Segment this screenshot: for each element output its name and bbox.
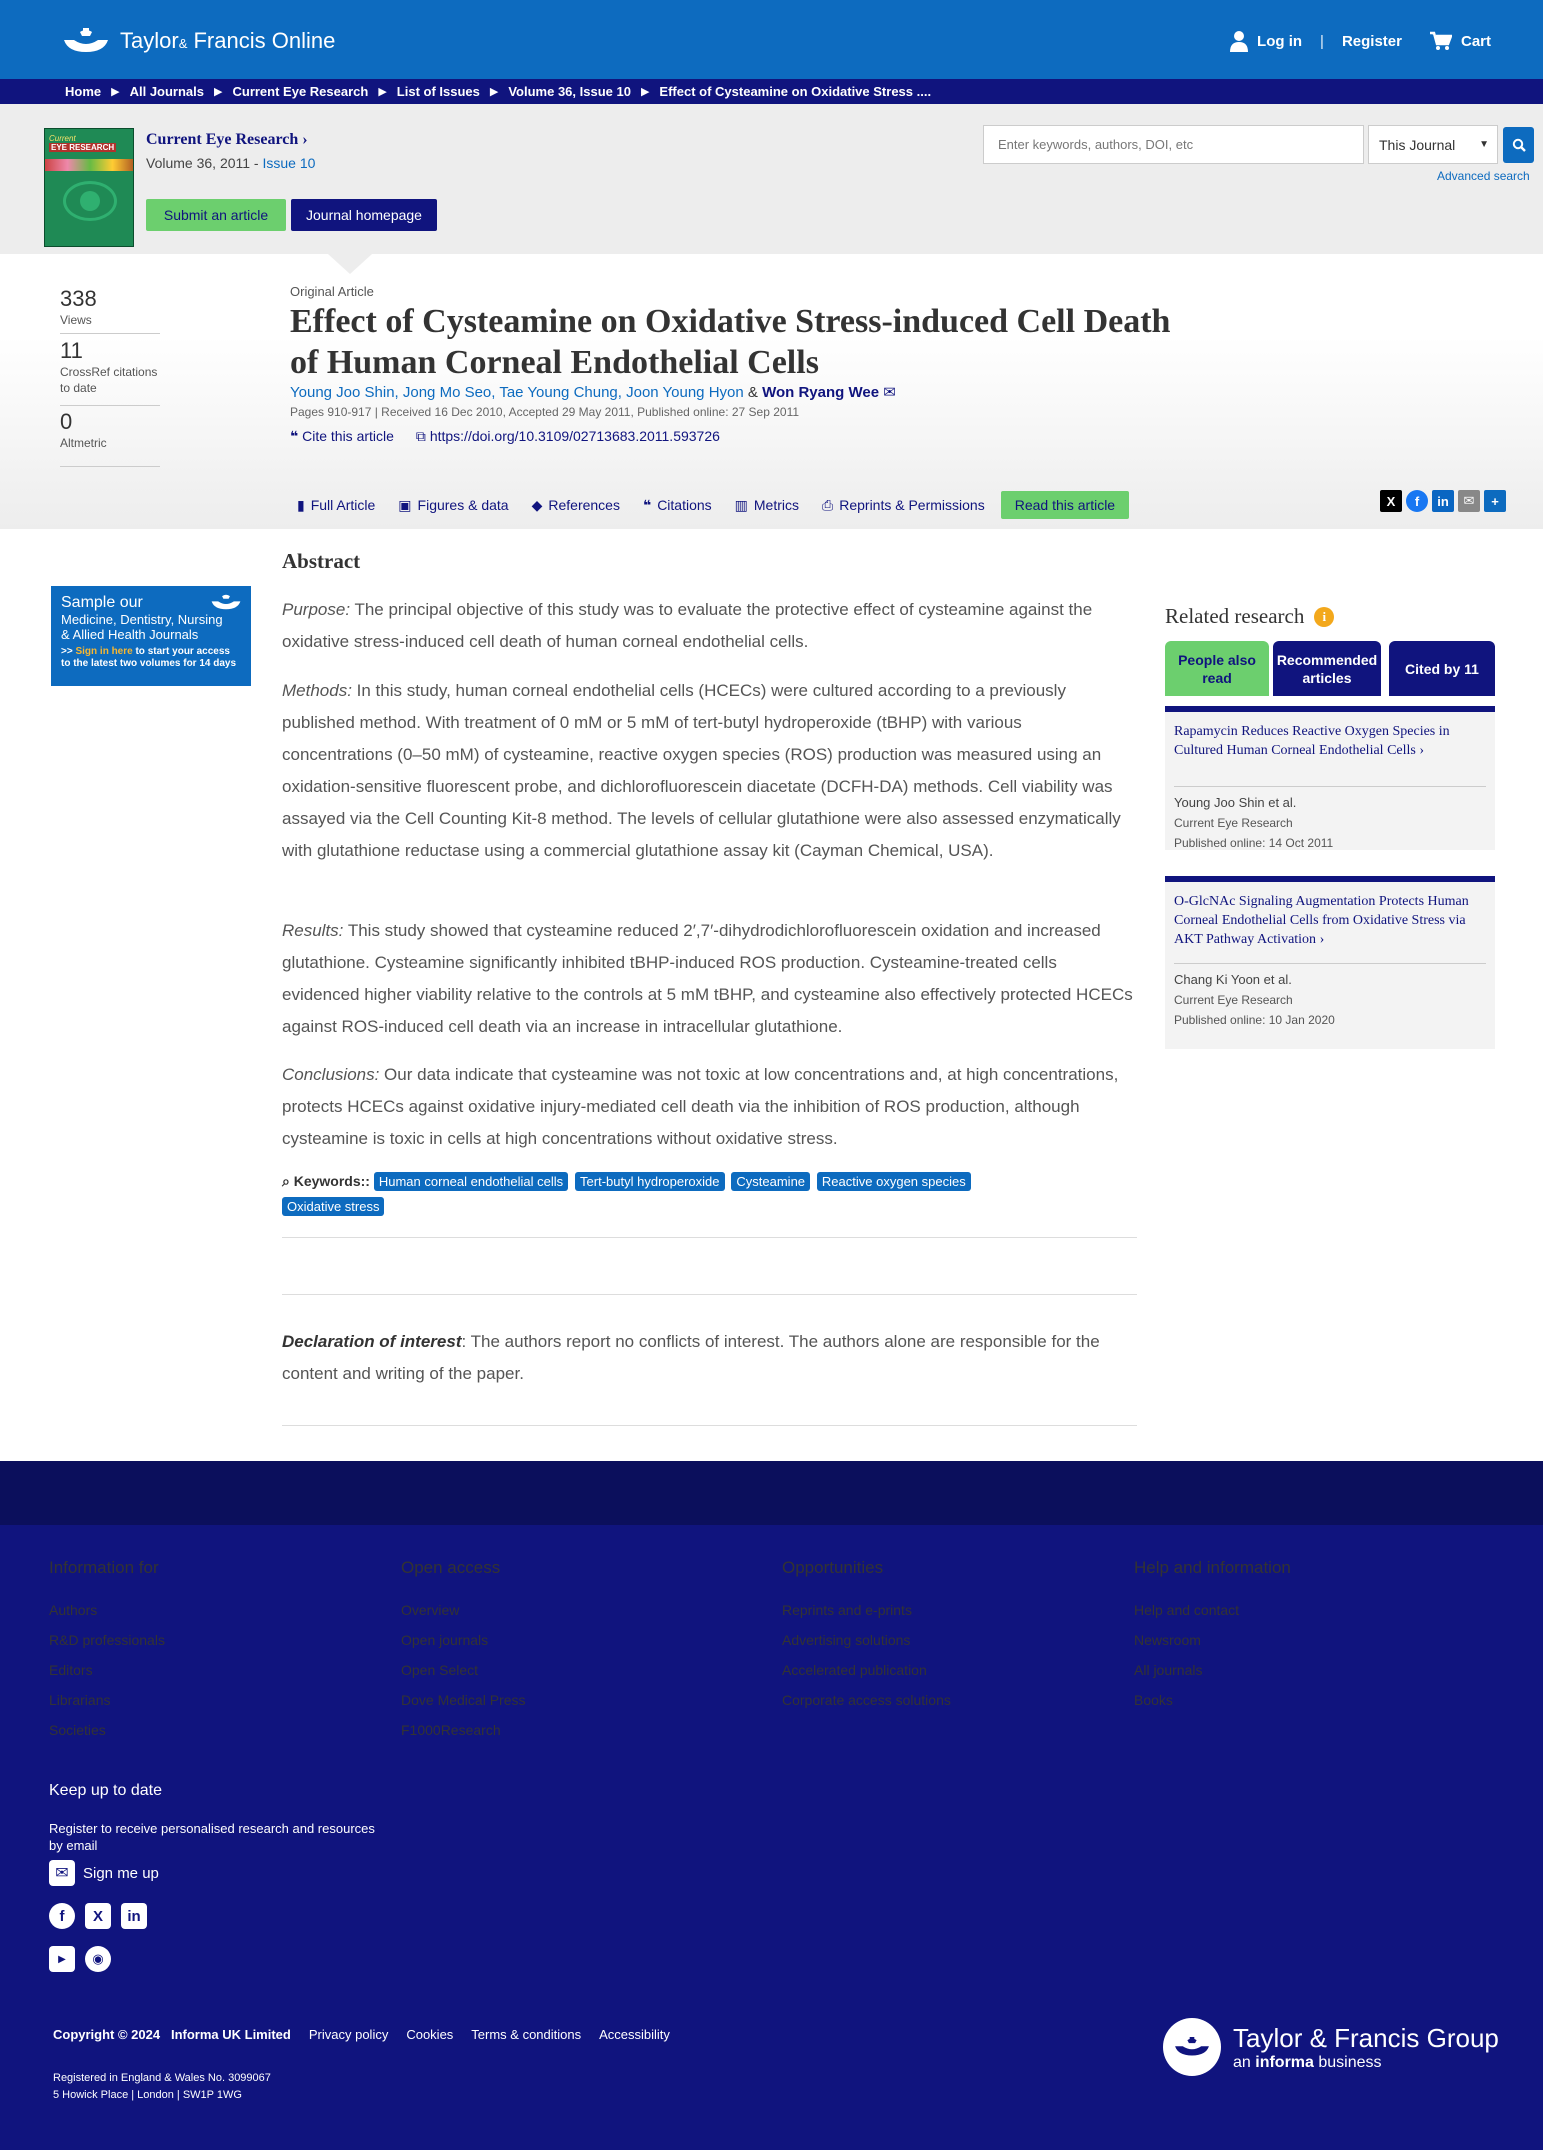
- tf-group-logo[interactable]: [1163, 2018, 1499, 2076]
- tab-metrics[interactable]: ▥ Metrics: [734, 496, 800, 513]
- keywords: [282, 1172, 1137, 1222]
- journal-homepage-button[interactable]: Journal homepage: [291, 199, 437, 231]
- quote-icon: ❝: [642, 496, 652, 513]
- keyword-pill[interactable]: Human corneal endothelial cells: [374, 1172, 568, 1191]
- abstract-results: Results: This study showed that cysteamine reduced 2′,7′-dihydrodichlorofluorescein oxidation and increased glutathione. Cysteamine significantly inhibited tBHP-induced ROS production. Cysteamine-treated cells evidenced higher viability relative to the controls at 5 mM tBHP, and cysteamine also effectively protected HCECs against ROS-induced cell death via an increase in intracellular glutathione.: [282, 921, 1133, 1036]
- related-article-journal: Current Eye Research: [1174, 816, 1293, 830]
- related-article-author: Chang Ki Yoon et al.: [1174, 963, 1486, 987]
- group-tagline: an informa business: [1233, 2053, 1382, 2071]
- envelope-icon: ✉: [49, 1860, 75, 1886]
- email-icon[interactable]: ✉: [1458, 490, 1480, 512]
- sample-subjects: Medicine, Dentistry, Nursing: [61, 612, 223, 627]
- abstract-purpose: Purpose: The principal objective of this study was to evaluate the protective effect of cysteamine against the oxidative stress-induced cell death of human corneal endothelial cells.: [282, 600, 1093, 651]
- teapot-logo-icon: [209, 592, 243, 612]
- info-icon[interactable]: i: [1314, 607, 1334, 627]
- breadcrumb: [0, 79, 1543, 104]
- footer-col-information: Information for Authors R&D professionals Editors Librarians Societies: [49, 1553, 165, 1745]
- breadcrumb-arrow-icon: ▶: [640, 86, 650, 98]
- keywords-label: ⌕ Keywords::: [282, 1173, 370, 1189]
- keep-up-to-date-text: Register to receive personalised research and resources by email: [49, 1821, 375, 1853]
- share-plus-icon[interactable]: +: [1484, 490, 1506, 512]
- footer-top-band: [0, 1461, 1543, 1525]
- footer-col-open-access: Open access Overview Open journals Open Select Dove Medical Press F1000Research: [401, 1553, 526, 1745]
- sign-me-up-link[interactable]: ✉ Sign me up: [49, 1860, 159, 1886]
- nav-separator: |: [1320, 32, 1324, 50]
- footer-social-row-2: [49, 1946, 111, 1972]
- chevron-down-icon: ▼: [1479, 139, 1489, 150]
- sample-journals-banner[interactable]: [51, 586, 251, 686]
- related-article-date: Published online: 14 Oct 2011: [1174, 836, 1334, 850]
- linkedin-icon[interactable]: in: [121, 1903, 147, 1929]
- youtube-icon[interactable]: ▶: [49, 1946, 75, 1972]
- footer-link[interactable]: Authors: [49, 1602, 98, 1618]
- footer-link[interactable]: Accelerated publication: [782, 1662, 927, 1678]
- informa-link[interactable]: Informa UK Limited: [170, 2027, 291, 2042]
- sample-heading: Sample our: [61, 594, 143, 611]
- pupil: [80, 191, 100, 211]
- footer-social-row: [49, 1903, 147, 1929]
- tab-citations[interactable]: ❝ Citations: [642, 496, 712, 513]
- doi-link[interactable]: ⧉ https://doi.org/10.3109/02713683.2011.593726: [415, 428, 720, 444]
- breadcrumb-all-journals[interactable]: All Journals: [129, 84, 205, 99]
- tab-full-article[interactable]: ▮ Full Article: [297, 496, 376, 513]
- authors-links[interactable]: Young Joo Shin, Jong Mo Seo, Tae Young Chung, Joon Young Hyon: [290, 384, 744, 401]
- read-article-button[interactable]: Read this article: [1001, 491, 1129, 519]
- top-nav: [1230, 30, 1491, 52]
- footer-link[interactable]: Reprints and e-prints: [782, 1602, 912, 1618]
- footer-link[interactable]: Editors: [49, 1662, 93, 1678]
- privacy-link[interactable]: Privacy policy: [308, 2027, 389, 2042]
- footer-link[interactable]: Newsroom: [1134, 1632, 1201, 1648]
- tab-recommended-articles[interactable]: Recommended articles: [1273, 641, 1381, 696]
- related-article-author: Young Joo Shin et al.: [1174, 786, 1486, 810]
- facebook-icon[interactable]: f: [49, 1903, 75, 1929]
- envelope-icon[interactable]: ✉: [883, 384, 896, 401]
- breadcrumb-issues[interactable]: List of Issues: [396, 84, 480, 99]
- breadcrumb-journal[interactable]: Current Eye Research: [232, 84, 369, 99]
- image-icon: ▣: [398, 496, 412, 513]
- journal-volume: Volume 36, 2011 - Issue 10: [146, 155, 316, 171]
- bar-chart-icon: ▥: [734, 496, 748, 513]
- journal-title[interactable]: Current Eye Research ›: [146, 131, 308, 148]
- sample-subjects-2: & Allied Health Journals: [61, 627, 199, 642]
- print-icon: ⎙: [822, 496, 834, 513]
- cover-title-line1: Current: [49, 134, 76, 143]
- search-scope-select[interactable]: This Journal ▼: [1368, 125, 1498, 164]
- footer-link[interactable]: Books: [1134, 1692, 1173, 1708]
- declaration-of-interest: Declaration of interest: The authors report no conflicts of interest. The authors alone are responsible for the content and writing of the paper.: [282, 1332, 1100, 1383]
- book-icon: ◆: [531, 496, 543, 513]
- related-article-title[interactable]: O-GlcNAc Signaling Augmentation Protects Human Corneal Endothelial Cells from Oxidative Stress via AKT Pathway Activation ›: [1174, 894, 1469, 947]
- search-input[interactable]: Enter keywords, authors, DOI, etc: [983, 125, 1364, 164]
- related-article-date: Published online: 10 Jan 2020: [1174, 1013, 1335, 1027]
- x-twitter-icon[interactable]: X: [85, 1903, 111, 1929]
- legal-links: [53, 2027, 670, 2042]
- related-article-card: [1165, 706, 1495, 850]
- issue-link[interactable]: Issue 10: [262, 155, 316, 171]
- site-name: Taylor& Francis Online: [120, 28, 336, 53]
- article-type: Original Article: [290, 284, 374, 299]
- metric-citations: 11 CrossRef citations to date: [60, 338, 160, 406]
- teapot-logo-icon: [1163, 2018, 1221, 2076]
- group-name: Taylor & Francis Group: [1233, 2022, 1499, 2053]
- tab-reprints[interactable]: ⎙ Reprints & Permissions: [822, 496, 985, 513]
- x-twitter-icon[interactable]: X: [1380, 490, 1402, 512]
- login-link[interactable]: Log in: [1230, 30, 1302, 52]
- article-tabs: [290, 491, 1129, 519]
- metric-altmetric[interactable]: 0 Altmetric: [60, 409, 160, 467]
- divider: [282, 1425, 1137, 1426]
- cite-doi-row: [290, 428, 720, 445]
- cite-article-link[interactable]: ❝ Cite this article: [290, 428, 394, 444]
- document-icon: ▮: [297, 496, 305, 513]
- keyword-pill[interactable]: Tert-butyl hydroperoxide: [575, 1172, 724, 1191]
- breadcrumb-current: Effect of Cysteamine on Oxidative Stress ....: [659, 84, 932, 99]
- divider: [282, 1237, 1137, 1238]
- tab-cited-by[interactable]: Cited by 11: [1389, 641, 1495, 696]
- abstract-heading: Abstract: [282, 549, 361, 573]
- chevron-right-icon: ›: [1419, 743, 1425, 758]
- publication-history: Pages 910-917 | Received 16 Dec 2010, Accepted 29 May 2011, Published online: 27 Sep 2011: [290, 405, 800, 419]
- cover-band: [45, 159, 134, 171]
- footer-link[interactable]: Open journals: [401, 1632, 489, 1648]
- accessibility-link[interactable]: Accessibility: [599, 2027, 670, 2042]
- metric-views: 338 Views: [60, 286, 160, 334]
- advanced-search-link[interactable]: Advanced search: [1437, 169, 1530, 183]
- breadcrumb-arrow-icon: ▶: [378, 86, 387, 98]
- related-research-heading: Related research i: [1165, 604, 1334, 629]
- abstract-conclusions: Conclusions: Our data indicate that cysteamine was not toxic at low concentrations and, at high concentrations, protects HCECs against oxidative injury-mediated cell death via the inhibition of ROS production, although cysteamine is toxic in cells at high concentrations without oxidative stress.: [282, 1065, 1119, 1148]
- divider: [282, 1294, 1137, 1295]
- breadcrumb-arrow-icon: ▶: [489, 86, 499, 98]
- article-title: Effect of Cysteamine on Oxidative Stress-induced Cell Death of Human Corneal Endothelial Cells: [290, 303, 1171, 381]
- facebook-icon[interactable]: f: [1406, 490, 1428, 512]
- footer-link[interactable]: Societies: [49, 1722, 106, 1738]
- footer-link[interactable]: R&D professionals: [49, 1632, 165, 1648]
- header-notch: [328, 254, 372, 274]
- keep-up-to-date-heading: Keep up to date: [49, 1782, 162, 1799]
- terms-link[interactable]: Terms & conditions: [471, 2027, 582, 2042]
- related-article-card: [1165, 876, 1495, 1049]
- footer-link[interactable]: Advertising solutions: [782, 1632, 911, 1648]
- search-button[interactable]: [1503, 127, 1534, 163]
- registration-info: Registered in England & Wales No. 3099067 5 Howick Place | London | SW1P 1WG: [53, 2072, 271, 2101]
- keyword-pill[interactable]: Oxidative stress: [282, 1197, 384, 1216]
- footer-link[interactable]: Overview: [401, 1602, 460, 1618]
- quote-icon: ❝: [290, 428, 299, 444]
- footer-link[interactable]: Open Select: [401, 1662, 479, 1678]
- tab-references[interactable]: ◆ References: [531, 496, 620, 513]
- breadcrumb-arrow-icon: ▶: [111, 86, 120, 98]
- abstract-methods: Methods: In this study, human corneal endothelial cells (HCECs) were cultured according to a previously published method. With treatment of 0 mM or 5 mM of tert-butyl hydroperoxide (tBHP) with various concentrations (0–50 mM) of cysteamine, reactive oxygen species (ROS) production was measured using an oxidation-sensitive fluorescent probe, and dichlorofluorescein diacetate (DCFH-DA) methods. Cell viability was assayed via the Cell Counting Kit-8 method. The levels of cellular glutathione were also assessed enzymatically with glutathione reductase using a commercial glutathione assay kit (Cayman Chemical, USA).: [282, 681, 1121, 860]
- submit-article-button[interactable]: Submit an article: [146, 199, 286, 231]
- sample-cta: >> Sign in here to start your access to the latest two volumes for 14 days: [61, 646, 237, 669]
- related-article-title[interactable]: Rapamycin Reduces Reactive Oxygen Species in Cultured Human Corneal Endothelial Cells ›: [1174, 724, 1450, 758]
- register-link[interactable]: Register: [1341, 32, 1402, 50]
- footer-link[interactable]: F1000Research: [401, 1722, 501, 1738]
- footer-link[interactable]: All journals: [1134, 1662, 1203, 1678]
- footer-col-opportunities: Opportunities Reprints and e-prints Advertising solutions Accelerated publication Corporate access solutions: [782, 1553, 951, 1715]
- external-link-icon: ⧉: [415, 428, 426, 444]
- copyright: Copyright © 2024 Informa UK Limited: [53, 2027, 291, 2042]
- author-list: Young Joo Shin, Jong Mo Seo, Tae Young Chung, Joon Young Hyon & Won Ryang Wee ✉: [290, 384, 896, 401]
- cover-title-line2: EYE RESEARCH: [51, 143, 115, 152]
- footer-col-help: Help and information Help and contact Newsroom All journals Books: [1134, 1553, 1291, 1715]
- share-bar: [1380, 490, 1506, 512]
- footer-link[interactable]: Corporate access solutions: [782, 1692, 951, 1708]
- cart-link[interactable]: Cart: [1430, 31, 1491, 51]
- breadcrumb-arrow-icon: ▶: [214, 86, 223, 98]
- breadcrumb-volume[interactable]: Volume 36, Issue 10: [508, 84, 631, 99]
- related-article-journal: Current Eye Research: [1174, 993, 1293, 1007]
- tab-people-also-read[interactable]: People also read: [1165, 641, 1269, 696]
- cookies-link[interactable]: Cookies: [406, 2027, 454, 2042]
- search-icon: ⌕: [282, 1173, 290, 1189]
- tab-figures[interactable]: ▣ Figures & data: [398, 496, 509, 513]
- corresponding-author[interactable]: Won Ryang Wee: [762, 384, 880, 401]
- keyword-pill[interactable]: Reactive oxygen species: [817, 1172, 971, 1191]
- chevron-right-icon: ›: [1319, 932, 1325, 947]
- chevron-right-icon: ›: [302, 131, 308, 148]
- teapot-logo-icon: [60, 26, 112, 56]
- footer-link[interactable]: Librarians: [49, 1692, 111, 1708]
- breadcrumb-home[interactable]: Home: [65, 84, 102, 99]
- weibo-icon[interactable]: ◉: [85, 1946, 111, 1972]
- site-logo[interactable]: [60, 26, 335, 56]
- journal-cover[interactable]: [44, 128, 134, 247]
- footer-link[interactable]: Dove Medical Press: [401, 1692, 526, 1708]
- user-icon: [1230, 30, 1248, 52]
- keyword-pill[interactable]: Cysteamine: [731, 1172, 810, 1191]
- footer-link[interactable]: Help and contact: [1134, 1602, 1240, 1618]
- linkedin-icon[interactable]: in: [1432, 490, 1454, 512]
- search-icon: [1512, 138, 1526, 152]
- cart-icon: [1430, 31, 1452, 51]
